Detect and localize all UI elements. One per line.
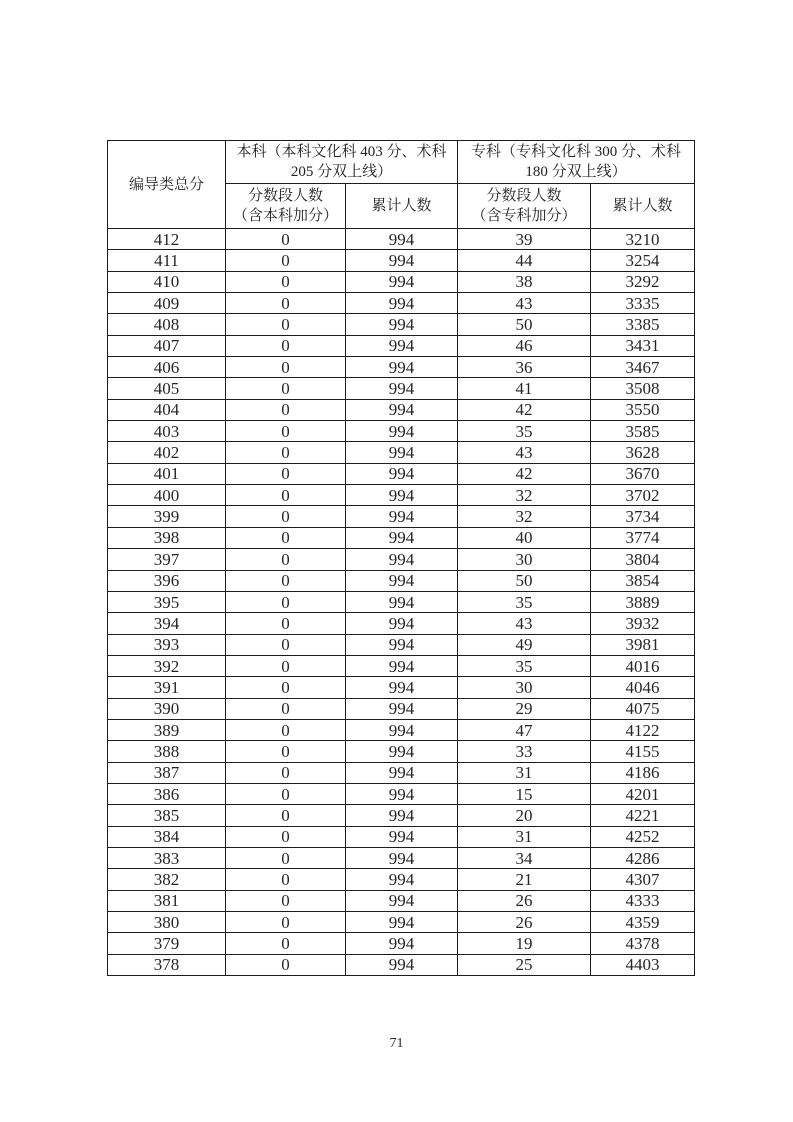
table-row bbox=[108, 677, 695, 698]
benke-cumulative-cell: 994 bbox=[346, 399, 458, 420]
benke-segment-cell: 0 bbox=[226, 954, 346, 975]
zhuanke-segment-cell: 35 bbox=[458, 655, 591, 676]
benke-cumulative-cell: 994 bbox=[346, 783, 458, 804]
score-cell: 393 bbox=[108, 634, 226, 655]
table-row bbox=[108, 655, 695, 676]
zhuanke-cumulative-cell: 4359 bbox=[591, 912, 695, 933]
benke-cumulative-cell: 994 bbox=[346, 869, 458, 890]
zhuanke-cumulative-cell: 3854 bbox=[591, 570, 695, 591]
zhuanke-group-header: 专科（专科文化科 300 分、术科 180 分双上线） bbox=[458, 141, 695, 184]
zhuanke-cumulative-cell: 3670 bbox=[591, 463, 695, 484]
benke-cumulative-cell: 994 bbox=[346, 890, 458, 911]
zhuanke-segment-cell: 20 bbox=[458, 805, 591, 826]
zhuanke-cumulative-cell: 3804 bbox=[591, 549, 695, 570]
table-row bbox=[108, 613, 695, 634]
page-number: 71 bbox=[389, 1036, 404, 1051]
benke-segment-cell: 0 bbox=[226, 485, 346, 506]
zhuanke-cumulative-cell: 4221 bbox=[591, 805, 695, 826]
benke-segment-cell: 0 bbox=[226, 634, 346, 655]
zhuanke-segment-cell: 42 bbox=[458, 399, 591, 420]
table-row bbox=[108, 890, 695, 911]
benke-cumulative-cell: 994 bbox=[346, 634, 458, 655]
benke-cumulative-cell: 994 bbox=[346, 378, 458, 399]
benke-cumulative-cell: 994 bbox=[346, 933, 458, 954]
benke-segment-cell: 0 bbox=[226, 869, 346, 890]
benke-segment-cell: 0 bbox=[226, 378, 346, 399]
benke-segment-cell: 0 bbox=[226, 229, 346, 250]
zhuanke-cumulative-cell: 3431 bbox=[591, 335, 695, 356]
score-cell: 390 bbox=[108, 698, 226, 719]
zhuanke-segment-cell: 50 bbox=[458, 314, 591, 335]
zhuanke-segment-cell: 26 bbox=[458, 890, 591, 911]
score-cell: 401 bbox=[108, 463, 226, 484]
score-cell: 396 bbox=[108, 570, 226, 591]
table-row bbox=[108, 485, 695, 506]
table-row bbox=[108, 762, 695, 783]
benke-cumulative-cell: 994 bbox=[346, 229, 458, 250]
benke-segment-cell: 0 bbox=[226, 719, 346, 740]
score-cell: 389 bbox=[108, 719, 226, 740]
score-cell: 412 bbox=[108, 229, 226, 250]
benke-segment-cell: 0 bbox=[226, 741, 346, 762]
zhuanke-cumulative-cell: 4186 bbox=[591, 762, 695, 783]
zhuanke-cumulative-cell: 4333 bbox=[591, 890, 695, 911]
score-cell: 395 bbox=[108, 591, 226, 612]
table-row bbox=[108, 463, 695, 484]
score-cell: 378 bbox=[108, 954, 226, 975]
zhuanke-cumulative-cell: 3385 bbox=[591, 314, 695, 335]
zhuanke-segment-cell: 30 bbox=[458, 677, 591, 698]
zhuanke-segment-cell: 41 bbox=[458, 378, 591, 399]
benke-segment-note: （含本科加分） bbox=[232, 208, 338, 224]
benke-segment-cell: 0 bbox=[226, 677, 346, 698]
benke-cumulative-cell: 994 bbox=[346, 591, 458, 612]
benke-segment-label: 分数段人数 bbox=[247, 188, 323, 204]
benke-segment-cell: 0 bbox=[226, 357, 346, 378]
zhuanke-segment-cell: 50 bbox=[458, 570, 591, 591]
benke-cumulative-cell: 994 bbox=[346, 442, 458, 463]
table-row bbox=[108, 741, 695, 762]
benke-segment-cell: 0 bbox=[226, 314, 346, 335]
benke-cumulative-cell: 994 bbox=[346, 506, 458, 527]
table-row bbox=[108, 357, 695, 378]
score-table bbox=[107, 140, 695, 976]
score-cell: 381 bbox=[108, 890, 226, 911]
zhuanke-cumulative-cell: 3774 bbox=[591, 527, 695, 548]
benke-segment-cell: 0 bbox=[226, 655, 346, 676]
benke-segment-cell: 0 bbox=[226, 527, 346, 548]
benke-segment-cell: 0 bbox=[226, 613, 346, 634]
zhuanke-segment-cell: 32 bbox=[458, 506, 591, 527]
benke-segment-cell: 0 bbox=[226, 293, 346, 314]
zhuanke-segment-cell: 15 bbox=[458, 783, 591, 804]
zhuanke-segment-cell: 19 bbox=[458, 933, 591, 954]
zhuanke-segment-cell: 49 bbox=[458, 634, 591, 655]
benke-cumulative-cell: 994 bbox=[346, 847, 458, 868]
benke-cumulative-cell: 994 bbox=[346, 314, 458, 335]
score-cell: 408 bbox=[108, 314, 226, 335]
zhuanke-segment-cell: 35 bbox=[458, 421, 591, 442]
score-cell: 392 bbox=[108, 655, 226, 676]
zhuanke-cumulative-cell: 3932 bbox=[591, 613, 695, 634]
zhuanke-cumulative-cell: 3467 bbox=[591, 357, 695, 378]
benke-cumulative-cell: 994 bbox=[346, 613, 458, 634]
score-cell: 398 bbox=[108, 527, 226, 548]
benke-segment-cell: 0 bbox=[226, 698, 346, 719]
table-row bbox=[108, 591, 695, 612]
zhuanke-segment-cell: 39 bbox=[458, 229, 591, 250]
benke-segment-cell: 0 bbox=[226, 890, 346, 911]
benke-segment-cell: 0 bbox=[226, 271, 346, 292]
score-cell: 382 bbox=[108, 869, 226, 890]
zhuanke-segment-cell: 43 bbox=[458, 613, 591, 634]
zhuanke-cumulative-header: 累计人数 bbox=[591, 184, 695, 229]
score-cell: 394 bbox=[108, 613, 226, 634]
zhuanke-cumulative-cell: 3508 bbox=[591, 378, 695, 399]
score-table-body bbox=[108, 229, 695, 976]
benke-cumulative-cell: 994 bbox=[346, 335, 458, 356]
score-cell: 388 bbox=[108, 741, 226, 762]
zhuanke-segment-cell: 36 bbox=[458, 357, 591, 378]
table-row bbox=[108, 527, 695, 548]
score-cell: 385 bbox=[108, 805, 226, 826]
benke-cumulative-cell: 994 bbox=[346, 954, 458, 975]
zhuanke-cumulative-cell: 3550 bbox=[591, 399, 695, 420]
zhuanke-segment-cell: 34 bbox=[458, 847, 591, 868]
table-row bbox=[108, 314, 695, 335]
benke-segment-cell: 0 bbox=[226, 570, 346, 591]
benke-cumulative-cell: 994 bbox=[346, 826, 458, 847]
benke-segment-cell: 0 bbox=[226, 805, 346, 826]
zhuanke-cumulative-cell: 3889 bbox=[591, 591, 695, 612]
zhuanke-cumulative-cell: 3254 bbox=[591, 250, 695, 271]
zhuanke-segment-label: 分数段人数 bbox=[486, 188, 562, 204]
benke-cumulative-cell: 994 bbox=[346, 698, 458, 719]
zhuanke-segment-cell: 21 bbox=[458, 869, 591, 890]
zhuanke-segment-cell: 46 bbox=[458, 335, 591, 356]
table-row bbox=[108, 250, 695, 271]
table-row bbox=[108, 954, 695, 975]
benke-group-header: 本科（本科文化科 403 分、术科 205 分双上线） bbox=[226, 141, 458, 184]
score-cell: 384 bbox=[108, 826, 226, 847]
zhuanke-cumulative-cell: 3585 bbox=[591, 421, 695, 442]
benke-cumulative-cell: 994 bbox=[346, 463, 458, 484]
benke-segment-cell: 0 bbox=[226, 442, 346, 463]
zhuanke-cumulative-cell: 4403 bbox=[591, 954, 695, 975]
zhuanke-segment-cell: 29 bbox=[458, 698, 591, 719]
benke-segment-header bbox=[226, 184, 346, 229]
score-cell: 405 bbox=[108, 378, 226, 399]
benke-cumulative-cell: 994 bbox=[346, 655, 458, 676]
table-row bbox=[108, 399, 695, 420]
benke-segment-cell: 0 bbox=[226, 847, 346, 868]
benke-cumulative-cell: 994 bbox=[346, 805, 458, 826]
zhuanke-cumulative-cell: 3292 bbox=[591, 271, 695, 292]
zhuanke-cumulative-cell: 4286 bbox=[591, 847, 695, 868]
zhuanke-cumulative-cell: 4378 bbox=[591, 933, 695, 954]
benke-cumulative-cell: 994 bbox=[346, 250, 458, 271]
score-table-header bbox=[108, 141, 695, 229]
zhuanke-cumulative-cell: 4252 bbox=[591, 826, 695, 847]
score-cell: 402 bbox=[108, 442, 226, 463]
zhuanke-cumulative-cell: 4122 bbox=[591, 719, 695, 740]
table-row bbox=[108, 442, 695, 463]
benke-cumulative-cell: 994 bbox=[346, 421, 458, 442]
zhuanke-cumulative-cell: 3702 bbox=[591, 485, 695, 506]
zhuanke-segment-cell: 38 bbox=[458, 271, 591, 292]
table-row bbox=[108, 570, 695, 591]
benke-cumulative-cell: 994 bbox=[346, 485, 458, 506]
benke-segment-cell: 0 bbox=[226, 912, 346, 933]
benke-segment-cell: 0 bbox=[226, 463, 346, 484]
table-row bbox=[108, 847, 695, 868]
score-cell: 399 bbox=[108, 506, 226, 527]
benke-cumulative-cell: 994 bbox=[346, 719, 458, 740]
score-cell: 379 bbox=[108, 933, 226, 954]
benke-segment-cell: 0 bbox=[226, 421, 346, 442]
table-row bbox=[108, 869, 695, 890]
zhuanke-segment-cell: 35 bbox=[458, 591, 591, 612]
score-cell: 407 bbox=[108, 335, 226, 356]
zhuanke-segment-cell: 32 bbox=[458, 485, 591, 506]
table-row bbox=[108, 933, 695, 954]
table-row bbox=[108, 293, 695, 314]
zhuanke-segment-cell: 30 bbox=[458, 549, 591, 570]
table-row bbox=[108, 421, 695, 442]
zhuanke-segment-cell: 44 bbox=[458, 250, 591, 271]
score-cell: 397 bbox=[108, 549, 226, 570]
score-cell: 380 bbox=[108, 912, 226, 933]
zhuanke-cumulative-cell: 4016 bbox=[591, 655, 695, 676]
benke-segment-cell: 0 bbox=[226, 399, 346, 420]
score-cell: 410 bbox=[108, 271, 226, 292]
zhuanke-segment-cell: 25 bbox=[458, 954, 591, 975]
table-row bbox=[108, 634, 695, 655]
zhuanke-segment-cell: 43 bbox=[458, 442, 591, 463]
zhuanke-segment-cell: 40 bbox=[458, 527, 591, 548]
score-cell: 400 bbox=[108, 485, 226, 506]
score-cell: 406 bbox=[108, 357, 226, 378]
zhuanke-cumulative-cell: 4307 bbox=[591, 869, 695, 890]
zhuanke-segment-cell: 31 bbox=[458, 826, 591, 847]
zhuanke-cumulative-cell: 4046 bbox=[591, 677, 695, 698]
score-cell: 386 bbox=[108, 783, 226, 804]
benke-cumulative-cell: 994 bbox=[346, 912, 458, 933]
zhuanke-cumulative-cell: 4201 bbox=[591, 783, 695, 804]
zhuanke-segment-cell: 33 bbox=[458, 741, 591, 762]
score-cell: 391 bbox=[108, 677, 226, 698]
zhuanke-segment-cell: 42 bbox=[458, 463, 591, 484]
table-row bbox=[108, 783, 695, 804]
zhuanke-cumulative-cell: 4155 bbox=[591, 741, 695, 762]
benke-cumulative-cell: 994 bbox=[346, 549, 458, 570]
zhuanke-cumulative-cell: 3210 bbox=[591, 229, 695, 250]
benke-cumulative-cell: 994 bbox=[346, 527, 458, 548]
zhuanke-segment-note: （含专科加分） bbox=[471, 208, 577, 224]
benke-segment-cell: 0 bbox=[226, 783, 346, 804]
benke-segment-cell: 0 bbox=[226, 591, 346, 612]
zhuanke-segment-header bbox=[458, 184, 591, 229]
zhuanke-cumulative-cell: 3628 bbox=[591, 442, 695, 463]
table-row bbox=[108, 719, 695, 740]
benke-segment-cell: 0 bbox=[226, 250, 346, 271]
benke-segment-cell: 0 bbox=[226, 335, 346, 356]
benke-segment-cell: 0 bbox=[226, 826, 346, 847]
table-row bbox=[108, 805, 695, 826]
table-row bbox=[108, 912, 695, 933]
zhuanke-segment-cell: 31 bbox=[458, 762, 591, 783]
zhuanke-cumulative-cell: 3335 bbox=[591, 293, 695, 314]
zhuanke-cumulative-cell: 4075 bbox=[591, 698, 695, 719]
table-row bbox=[108, 506, 695, 527]
score-cell: 409 bbox=[108, 293, 226, 314]
table-row bbox=[108, 549, 695, 570]
score-cell: 387 bbox=[108, 762, 226, 783]
table-row bbox=[108, 378, 695, 399]
zhuanke-segment-cell: 43 bbox=[458, 293, 591, 314]
benke-segment-cell: 0 bbox=[226, 933, 346, 954]
score-cell: 383 bbox=[108, 847, 226, 868]
benke-segment-cell: 0 bbox=[226, 762, 346, 783]
benke-cumulative-cell: 994 bbox=[346, 570, 458, 591]
score-cell: 403 bbox=[108, 421, 226, 442]
corner-header: 编导类总分 bbox=[108, 141, 226, 229]
benke-cumulative-cell: 994 bbox=[346, 677, 458, 698]
score-cell: 411 bbox=[108, 250, 226, 271]
benke-segment-cell: 0 bbox=[226, 506, 346, 527]
zhuanke-cumulative-cell: 3981 bbox=[591, 634, 695, 655]
score-cell: 404 bbox=[108, 399, 226, 420]
benke-cumulative-header: 累计人数 bbox=[346, 184, 458, 229]
table-row bbox=[108, 271, 695, 292]
benke-cumulative-cell: 994 bbox=[346, 357, 458, 378]
benke-cumulative-cell: 994 bbox=[346, 762, 458, 783]
table-row bbox=[108, 826, 695, 847]
table-row bbox=[108, 335, 695, 356]
zhuanke-segment-cell: 26 bbox=[458, 912, 591, 933]
table-row bbox=[108, 698, 695, 719]
benke-segment-cell: 0 bbox=[226, 549, 346, 570]
benke-cumulative-cell: 994 bbox=[346, 741, 458, 762]
benke-cumulative-cell: 994 bbox=[346, 271, 458, 292]
zhuanke-cumulative-cell: 3734 bbox=[591, 506, 695, 527]
benke-cumulative-cell: 994 bbox=[346, 293, 458, 314]
zhuanke-segment-cell: 47 bbox=[458, 719, 591, 740]
table-row bbox=[108, 229, 695, 250]
